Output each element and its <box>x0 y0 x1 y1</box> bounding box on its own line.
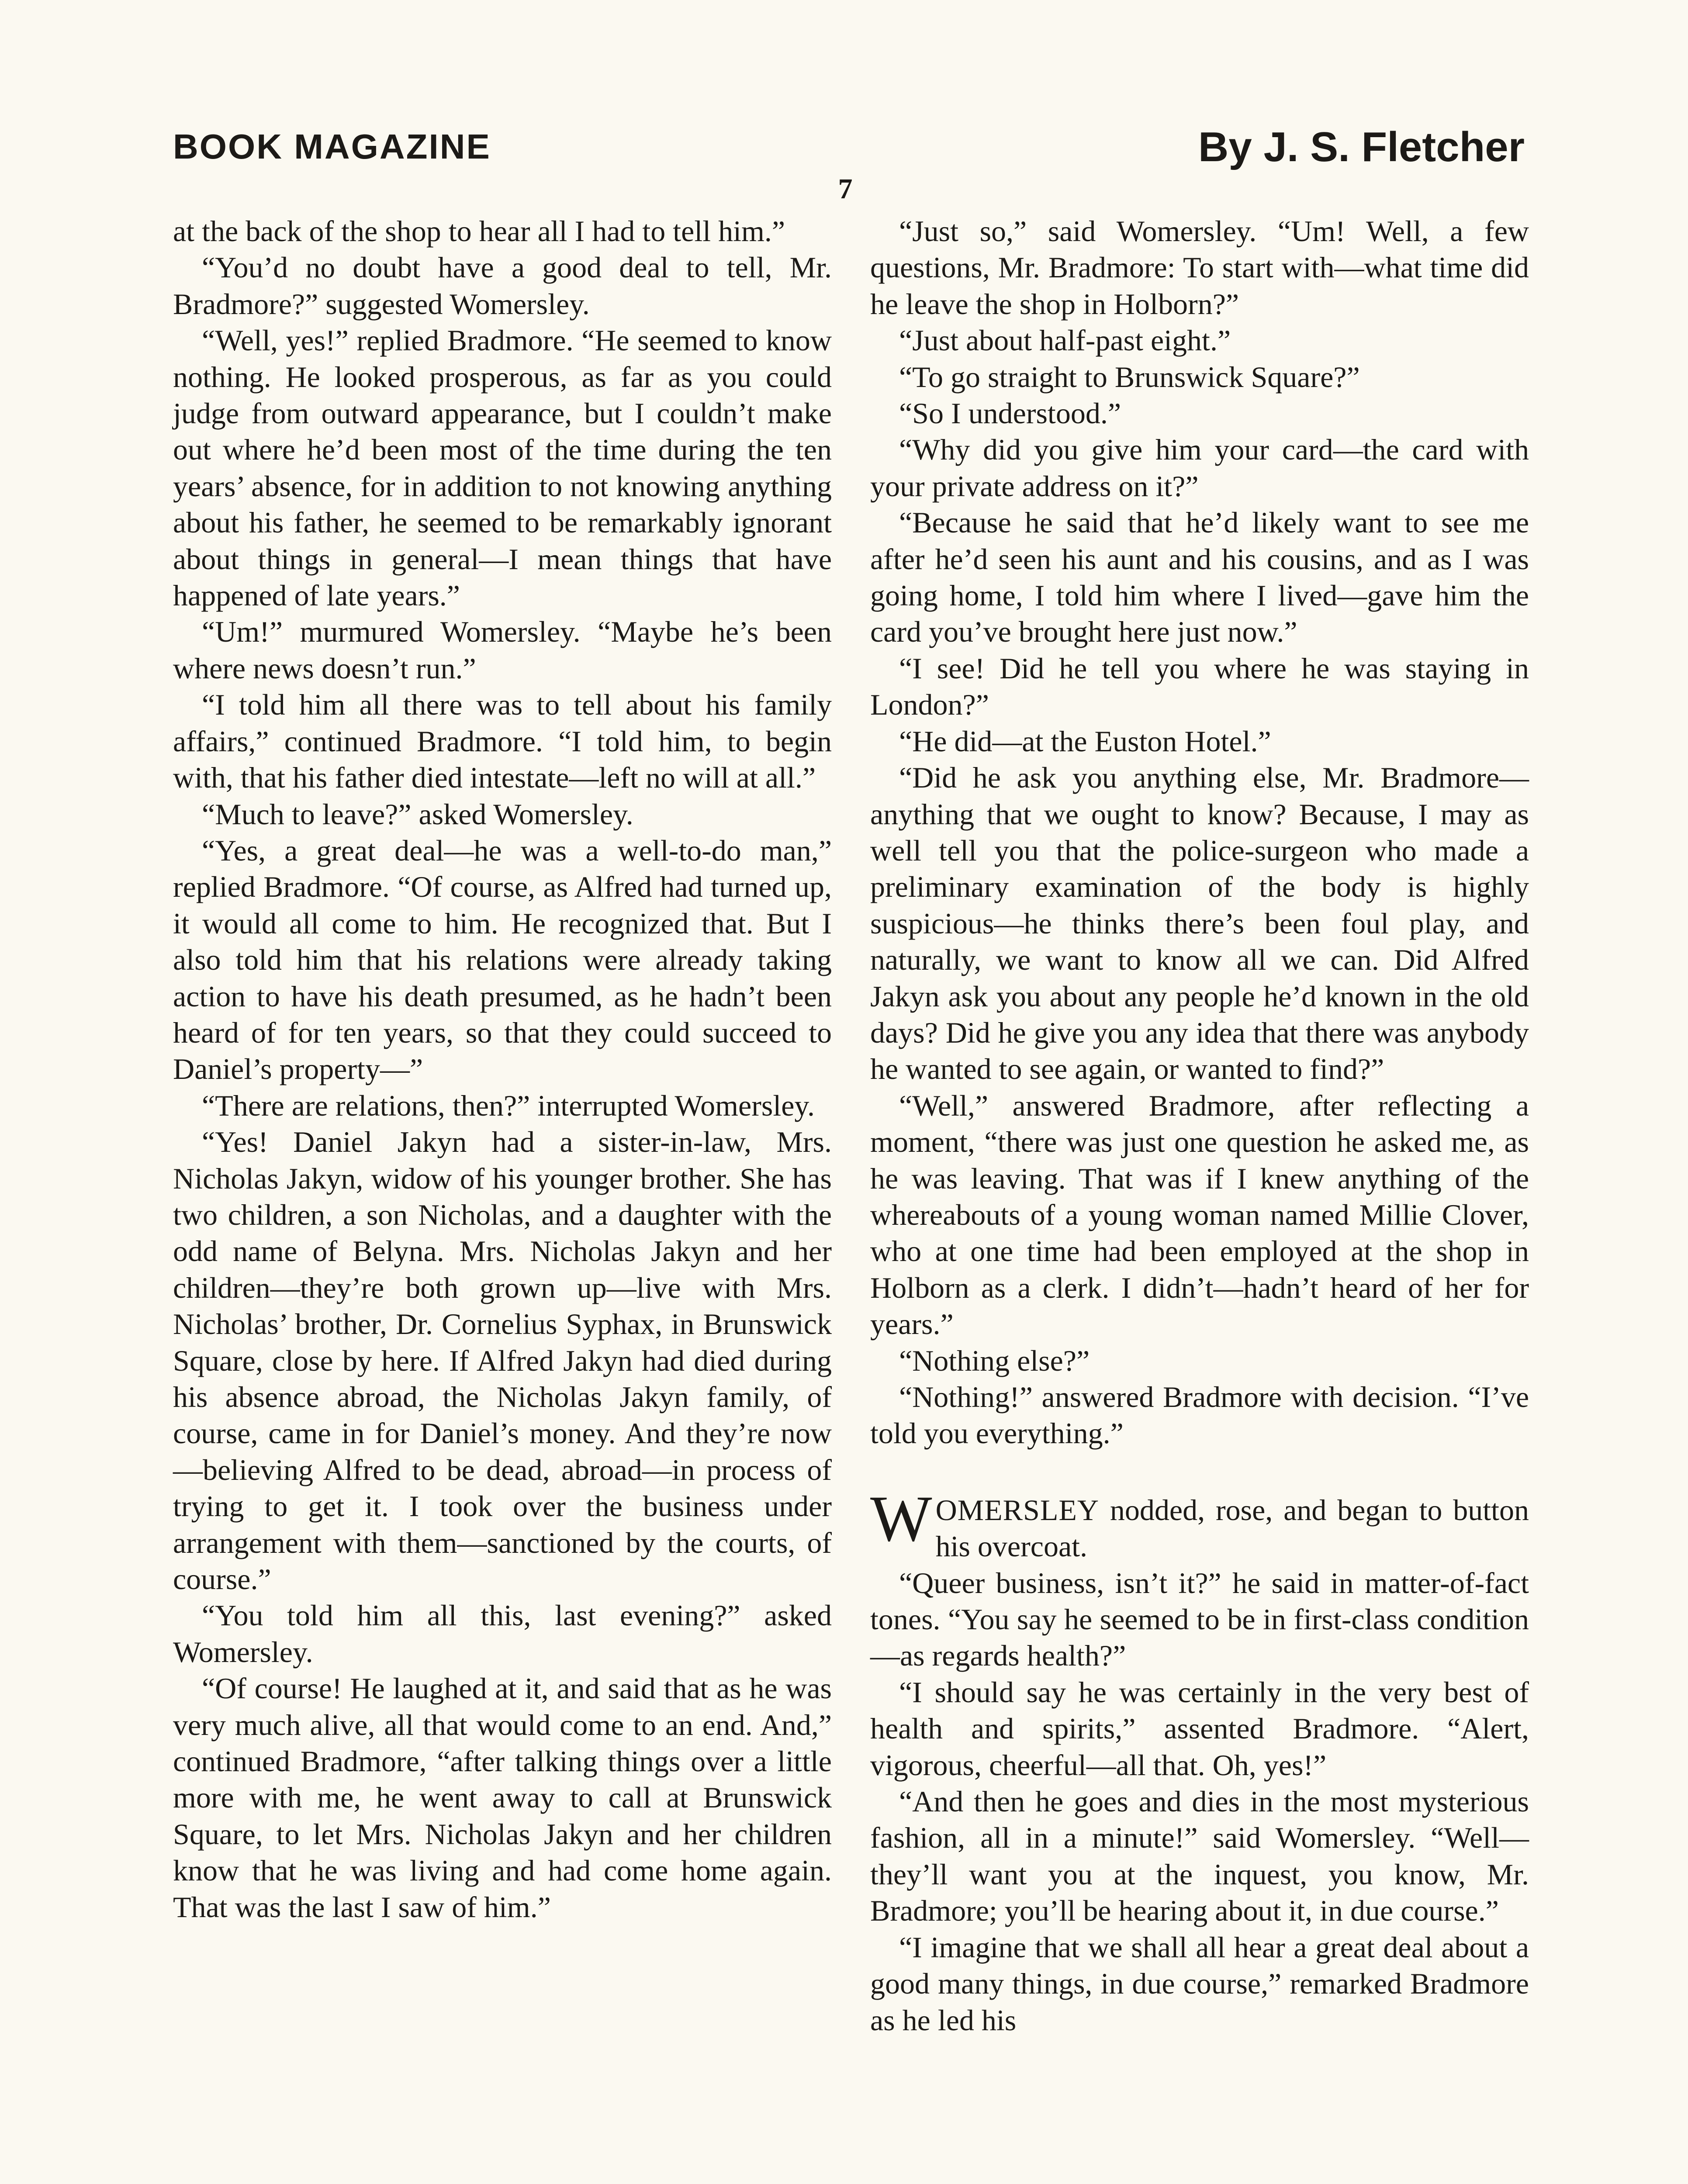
paragraph: “I see! Did he tell you where he was staying in London?” <box>870 651 1529 722</box>
paragraph: “Nothing else?” <box>899 1344 1090 1377</box>
magazine-title: BOOK MAGAZINE <box>173 127 491 166</box>
paragraph: “Well, yes!” replied Bradmore. “He seemed to know nothing. He looked prosperous, as far as you could judge from outward appearance, but I couldn’t make out where he’d been most of the time during the ten years’ absence, for in addition to not knowing anything about his father, he seemed to be remarkably ignorant about things in general—I mean things that have happened of late years.” <box>173 324 832 612</box>
paragraph: “There are relations, then?” interrupted Womersley. <box>202 1089 815 1122</box>
paragraph: “Well,” answered Bradmore, after reflecting a moment, “there was just one question he asked me, as he was leaving. That was if I knew anything of the whereabouts of a young woman named Millie Clover, who at one time had been employed at the shop in Holborn as a clerk. I didn’t—hadn’t heard of her for years.” <box>870 1089 1529 1341</box>
paragraph: “You’d no doubt have a good deal to tell, Mr. Bradmore?” suggested Womersley. <box>173 251 832 321</box>
drop-cap: W <box>870 1482 932 1555</box>
author-byline: By J. S. Fletcher <box>1198 124 1525 170</box>
paragraph: “Yes, a great deal—he was a well-to-do man,” replied Bradmore. “Of course, as Alfred had turned up, it would all come to him. He recognized that. But I also told him that his relations were already taking action to have his death presumed, as he hadn’t been heard of for ten years, so that they could succeed to Daniel’s property—” <box>173 833 832 1086</box>
section-opening-paragraph <box>870 1482 1529 1565</box>
paragraph: “Queer business, isn’t it?” he said in matter-of-fact tones. “You say he seemed to be in first-class condition—as regards health?” <box>870 1566 1529 1673</box>
paragraph: “To go straight to Brunswick Square?” <box>899 360 1360 394</box>
paragraph: “Yes! Daniel Jakyn had a sister-in-law, Mrs. Nicholas Jakyn, widow of his younger brother. She has two children, a son Nicholas, and a daughter with the odd name of Belyna. Mrs. Nicholas Jakyn and her children—they’re both grown up—live with Mrs. Nicholas’ brother, Dr. Cornelius Syphax, in Brunswick Square, close by here. If Alfred Jakyn had died during his absence abroad, the Nicholas Jakyn family, of course, came in for Daniel’s money. And they’re now—believing Alfred to be dead, abroad—in process of trying to get it. I took over the business under arrangement with them—sanctioned by the courts, of course.” <box>173 1125 832 1596</box>
paragraph: “You told him all this, last evening?” asked Womersley. <box>173 1599 832 1669</box>
left-column <box>173 213 832 1925</box>
paragraph: “Of course! He laughed at it, and said that as he was very much alive, all that would come to an end. And,” continued Bradmore, “after talking things over a little more with me, he went away to call at Brunswick Square, to let Mrs. Nicholas Jakyn and her children know that he was living and had come home again. That was the last I saw of him.” <box>173 1672 832 1924</box>
paragraph: “Why did you give him your card—the card with your private address on it?” <box>870 433 1529 503</box>
paragraph: “Because he said that he’d likely want to see me after he’d seen his aunt and his cousins, and as I was going home, I told him where I lived—gave him the card you’ve brought here just now.” <box>870 506 1529 649</box>
paragraph: “Just so,” said Womersley. “Um! Well, a few questions, Mr. Bradmore: To start with—what time did he leave the shop in Holborn?” <box>870 214 1529 321</box>
paragraph: “Much to leave?” asked Womersley. <box>202 797 633 831</box>
right-column <box>870 213 1529 2039</box>
paragraph: “So I understood.” <box>899 397 1121 430</box>
page-number: 7 <box>838 173 853 205</box>
opening-text: nodded, rose, and began to button his overcoat. <box>935 1493 1529 1563</box>
paragraph: at the back of the shop to hear all I had to tell him.” <box>173 214 785 248</box>
paragraph: “I should say he was certainly in the very best of health and spirits,” assented Bradmore. “Alert, vigorous, cheerful—all that. Oh, yes!” <box>870 1675 1529 1782</box>
lead-in-word: OMERSLEY <box>935 1493 1100 1527</box>
paragraph: “Nothing!” answered Bradmore with decision. “I’ve told you everything.” <box>870 1380 1529 1450</box>
paragraph: “And then he goes and dies in the most mysterious fashion, all in a minute!” said Womersley. “Well—they’ll want you at the inquest, you know, Mr. Bradmore; you’ll be hearing about it, in due course.” <box>870 1785 1529 1928</box>
paragraph: “Um!” murmured Womersley. “Maybe he’s been where news doesn’t run.” <box>173 615 832 685</box>
paragraph: “I imagine that we shall all hear a great deal about a good many things, in due course,” remarked Bradmore as he led his <box>870 1930 1529 2037</box>
paragraph: “Just about half-past eight.” <box>899 324 1231 357</box>
paragraph: “He did—at the Euston Hotel.” <box>899 724 1271 758</box>
paragraph: “I told him all there was to tell about his family affairs,” continued Bradmore. “I told him, to begin with, that his father died intestate—left no will at all.” <box>173 688 832 795</box>
paragraph: “Did he ask you anything else, Mr. Bradmore—anything that we ought to know? Because, I may as well tell you that the police-surgeon who made a preliminary examination of the body is highly suspicious—he thinks there’s been foul play, and naturally, we want to know all we can. Did Alfred Jakyn ask you about any people he’d known in the old days? Did he give you any idea that there was anybody he wanted to see again, or wanted to find?” <box>870 761 1529 1086</box>
